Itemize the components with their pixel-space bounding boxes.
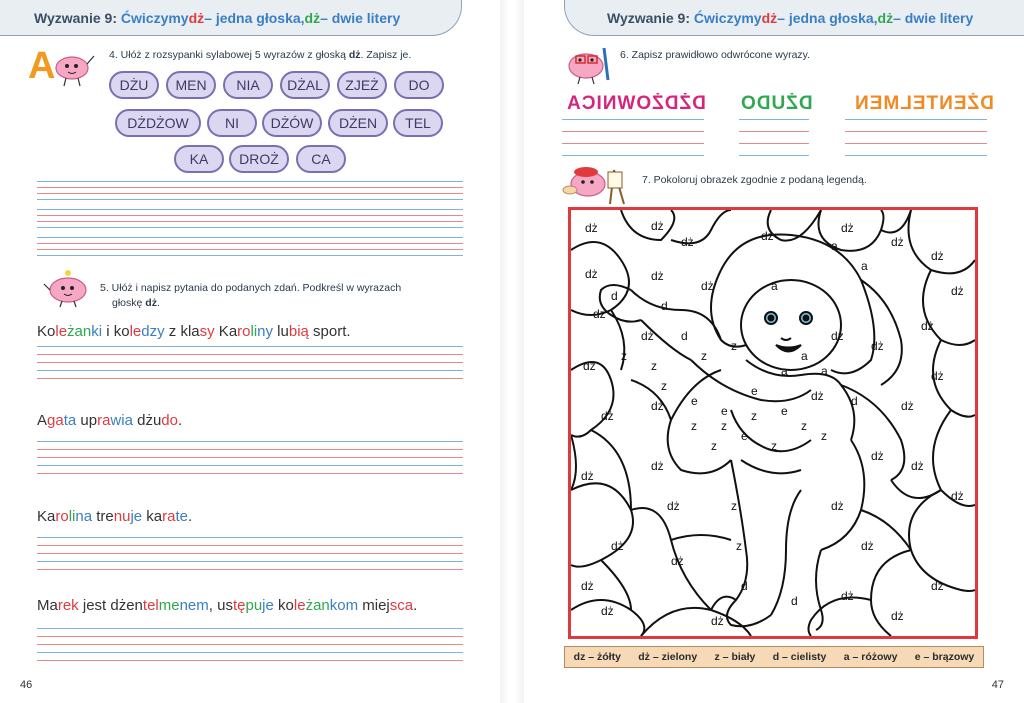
region-label: d: [741, 579, 748, 593]
syllable-text: dżu: [132, 412, 162, 429]
syllable-pill: DŻÓW: [262, 109, 322, 137]
region-label: dż: [931, 249, 944, 263]
header-part1: Ćwiczymy: [693, 9, 762, 26]
sentence-2: [37, 412, 182, 429]
region-label: z: [651, 359, 657, 373]
right-page: [524, 0, 1024, 703]
left-page: [0, 0, 500, 703]
region-label: dż: [641, 329, 654, 343]
syllable-text: Ko: [37, 323, 56, 340]
region-label: a: [781, 364, 788, 378]
region-label: e: [691, 394, 698, 408]
region-label: dż: [701, 279, 714, 293]
task5-line2-end: .: [156, 297, 160, 309]
reversed-word-3: DŻENTELMEN: [854, 93, 994, 114]
region-label: dż: [921, 319, 934, 333]
region-label: z: [731, 499, 737, 513]
region-label: dż: [891, 235, 904, 249]
region-label: dż: [841, 221, 854, 235]
region-label: e: [751, 384, 758, 398]
task4-instruction: [109, 48, 411, 63]
reversed-word-2: DŻUDO: [740, 93, 813, 114]
syllable-text: ro: [55, 508, 69, 525]
task5-line2-pre: głoskę: [112, 297, 146, 309]
syllable-text: te: [175, 508, 188, 525]
syllable-text: dzy: [141, 323, 165, 340]
syllable-text: lu: [273, 323, 289, 340]
writing-lines-sentence-1[interactable]: [37, 346, 463, 386]
mascot-letter-a-icon: [26, 44, 98, 88]
writing-lines-task4[interactable]: [37, 181, 463, 261]
region-label: dż: [871, 339, 884, 353]
syllable-text: ta: [63, 412, 77, 429]
region-label: dż: [585, 221, 598, 235]
region-label: dż: [601, 409, 614, 423]
task5-line1: 5. Ułóż i napisz pytania do podanych zdań. Podkreśl w wyrazach: [100, 282, 402, 294]
sentence-1: [37, 323, 351, 340]
region-label: dż: [651, 219, 664, 233]
syllable-text: jest dżen: [78, 597, 143, 614]
region-label: dż: [811, 389, 824, 403]
region-label: a: [801, 349, 808, 363]
sentence-3: [37, 508, 192, 525]
region-label: dż: [581, 469, 594, 483]
legend-item: dz – żółty: [573, 651, 621, 663]
region-label: z: [751, 409, 757, 423]
region-label: e: [741, 429, 748, 443]
syllable-text: me: [158, 597, 180, 614]
region-label: z: [691, 419, 697, 433]
syllable-text: ra: [97, 412, 111, 429]
syllable-pill: DŻEN: [328, 109, 388, 137]
region-label: dż: [861, 539, 874, 553]
region-label: dż: [901, 399, 914, 413]
region-label: dż: [581, 579, 594, 593]
syllable-text: tre: [92, 508, 114, 525]
syllable-text: ra: [162, 508, 176, 525]
syllable-text: sy: [199, 323, 215, 340]
page-number-right: 47: [991, 679, 1004, 691]
syllable-text: Ma: [37, 597, 58, 614]
writing-lines-sentence-4[interactable]: [37, 628, 463, 668]
header-dz-red: dż: [188, 9, 205, 26]
syllable-text: żan: [67, 323, 92, 340]
region-label: z: [736, 539, 742, 553]
syllable-text: Ka: [37, 508, 56, 525]
legend-item: e – brązowy: [914, 651, 975, 663]
coloring-picture-drawing[interactable]: [571, 210, 975, 636]
region-label: dż: [891, 609, 904, 623]
task6-instruction: 6. Zapisz prawidłowo odwrócone wyrazy.: [620, 49, 811, 61]
region-label: a: [821, 364, 828, 378]
syllable-pill: NI: [207, 109, 257, 137]
syllable-text: wia: [110, 412, 133, 429]
syllable-text: nu: [113, 508, 131, 525]
region-label: dż: [761, 229, 774, 243]
syllable-text: i: [102, 323, 114, 340]
region-label: dż: [841, 589, 854, 603]
task7-instruction: 7. Pokoloruj obrazek zgodnie z podaną legendą.: [642, 174, 867, 186]
syllable-pill: DŻU: [109, 71, 159, 99]
syllable-pill: ZJEŻ: [337, 71, 387, 99]
region-label: a: [831, 239, 838, 253]
syllable-pill: DŻAL: [280, 71, 330, 99]
writing-lines-word-3[interactable]: [845, 119, 987, 159]
syllable-pill: TEL: [393, 109, 443, 137]
writing-lines-sentence-3[interactable]: [37, 537, 463, 577]
syllable-pill: DŻDŻOW: [115, 109, 201, 137]
task4-text: 4. Ułóż z rozsypanki sylabowej 5 wyrazów z głoską: [109, 49, 349, 61]
syllable-text: .: [413, 597, 418, 614]
syllable-text: bią: [288, 323, 309, 340]
region-label: d: [611, 289, 618, 303]
mascot-thinking-icon: [42, 268, 94, 308]
header-dz-red: dż: [761, 9, 778, 26]
region-label: dż: [951, 489, 964, 503]
header-part3: – dwie litery: [893, 9, 974, 26]
task5-instruction: [100, 281, 440, 311]
writing-lines-sentence-2[interactable]: [37, 441, 463, 481]
syllable-text: le: [129, 323, 142, 340]
legend-item: z – biały: [714, 651, 756, 663]
syllable-text: ka: [142, 508, 163, 525]
header-prefix: Wyzwanie 9:: [607, 9, 690, 26]
syllable-text: tel: [142, 597, 159, 614]
syllable-text: nem: [179, 597, 209, 614]
svg-text:A: A: [28, 45, 56, 87]
syllable-text: sport.: [308, 323, 351, 340]
color-legend: [564, 646, 984, 668]
region-label: dż: [601, 604, 614, 618]
page-number-left: 46: [20, 679, 33, 691]
coloring-picture[interactable]: [568, 207, 978, 639]
syllable-text: .: [188, 508, 193, 525]
region-label: dż: [651, 269, 664, 283]
syllable-text: ko: [273, 597, 294, 614]
syllable-text: je: [262, 597, 274, 614]
task5-line2-bold: dż: [145, 297, 157, 309]
header-prefix: Wyzwanie 9:: [34, 9, 117, 26]
region-label: dz: [593, 307, 606, 321]
region-label: d: [681, 329, 688, 343]
region-label: d: [791, 594, 798, 608]
region-label: a: [771, 279, 778, 293]
region-label: z: [821, 429, 827, 443]
region-label: z: [771, 439, 777, 453]
syllable-text: ga: [47, 412, 64, 429]
region-label: dż: [911, 459, 924, 473]
region-label: dż: [931, 579, 944, 593]
syllable-text: li: [250, 323, 258, 340]
region-label: dż: [871, 449, 884, 463]
syllable-text: kom: [329, 597, 359, 614]
header-part2: – jedna głoska,: [204, 9, 305, 26]
region-label: dż: [931, 369, 944, 383]
region-label: dż: [583, 359, 596, 373]
syllable-text: na: [75, 508, 93, 525]
syllable-text: z kla: [164, 323, 200, 340]
syllable-text: .: [177, 412, 183, 429]
syllable-text: le: [293, 597, 306, 614]
syllable-text: sca: [389, 597, 414, 614]
task4-text-end: . Zapisz je.: [360, 49, 412, 61]
syllable-text: ny: [257, 323, 274, 340]
region-label: dż: [667, 499, 680, 513]
syllable-text: do: [161, 412, 178, 429]
syllable-pill: DO: [394, 71, 444, 99]
region-label: dż: [585, 267, 598, 281]
mascot-writing-icon: [562, 42, 614, 86]
region-label: e: [721, 404, 728, 418]
region-label: z: [711, 439, 717, 453]
syllable-text: ko: [113, 323, 130, 340]
syllable-text: żan: [305, 597, 330, 614]
syllable-text: ki: [91, 323, 103, 340]
syllable-text: li: [68, 508, 76, 525]
header-part1: Ćwiczymy: [120, 9, 189, 26]
region-label: a: [861, 259, 868, 273]
region-label: dż: [831, 329, 844, 343]
region-label: z: [661, 379, 667, 393]
syllable-text: tę: [232, 597, 246, 614]
sentence-4: [37, 597, 417, 614]
syllable-text: miej: [358, 597, 390, 614]
region-label: z: [621, 349, 627, 363]
region-label: dż: [671, 554, 684, 568]
syllable-text: ro: [237, 323, 251, 340]
syllable-text: le: [55, 323, 68, 340]
region-label: dż: [711, 614, 724, 628]
region-label: e: [781, 404, 788, 418]
region-label: dż: [651, 459, 664, 473]
legend-item: dż – zielony: [638, 651, 698, 663]
region-label: z: [801, 419, 807, 433]
syllable-text: , us: [208, 597, 233, 614]
region-label: dż: [611, 539, 624, 553]
syllable-pill: CA: [296, 145, 346, 173]
syllable-pill: DROŻ: [229, 145, 289, 173]
syllable-text: A: [37, 412, 48, 429]
legend-item: a – różowy: [843, 651, 898, 663]
syllable-text: pu: [245, 597, 263, 614]
region-label: dż: [651, 399, 664, 413]
region-label: dż: [951, 284, 964, 298]
syllable-pill: MEN: [166, 71, 216, 99]
header-dz-green: dż: [304, 9, 321, 26]
region-label: z: [721, 419, 727, 433]
book-gutter: [500, 0, 524, 703]
task4-bold: dż: [348, 49, 361, 61]
reversed-word-1: DŻDŻOWNICA: [566, 93, 706, 114]
syllable-text: rek: [57, 597, 79, 614]
syllable-pill: KA: [174, 145, 224, 173]
region-label: dż: [681, 235, 694, 249]
syllable-pill: NIA: [223, 71, 273, 99]
header-dz-green: dż: [877, 9, 894, 26]
region-label: dż: [831, 499, 844, 513]
header-part2: – jedna głoska,: [777, 9, 878, 26]
region-label: z: [731, 339, 737, 353]
syllable-text: up: [76, 412, 98, 429]
syllable-text: Ka: [214, 323, 238, 340]
syllable-text: je: [130, 508, 143, 525]
right-header: [564, 0, 1024, 36]
mascot-painter-icon: [562, 160, 632, 206]
region-label: z: [701, 349, 707, 363]
legend-item: d – cielisty: [772, 651, 827, 663]
header-part3: – dwie litery: [320, 9, 401, 26]
left-header: [0, 0, 462, 36]
writing-lines-word-2[interactable]: [739, 119, 809, 159]
region-label: d: [851, 394, 858, 408]
region-label: d: [661, 299, 668, 313]
writing-lines-word-1[interactable]: [562, 119, 704, 159]
